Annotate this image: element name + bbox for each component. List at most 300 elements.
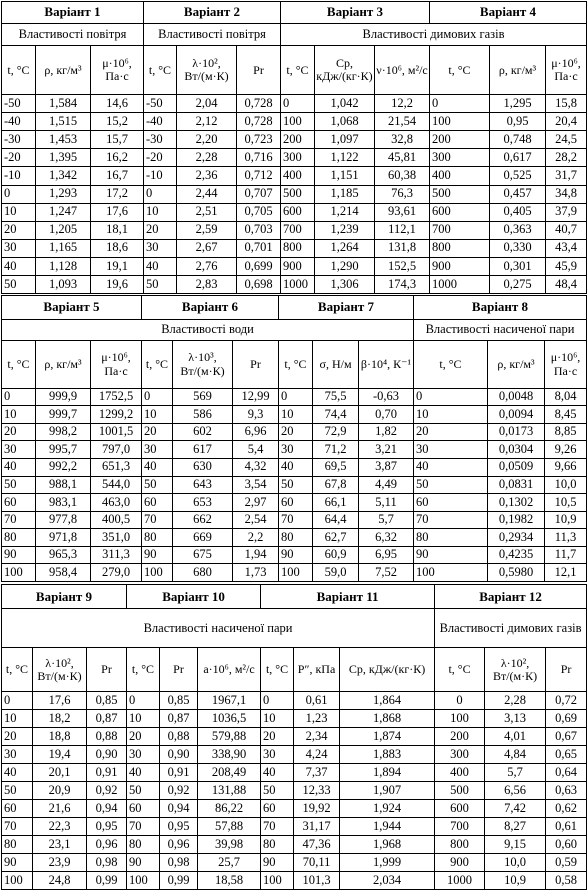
column-header: Pr [87,648,127,692]
table-cell: 1,165 [36,239,91,257]
table-cell: 20,1 [33,764,87,782]
table-cell: 1,214 [315,203,375,221]
table-cell: 10 [2,710,33,728]
table-cell: 70 [2,511,36,529]
table-cell: 0,88 [87,728,127,746]
table-row [2,257,587,275]
table-cell: 48,4 [546,275,587,293]
table-cell: 1000 [435,871,485,889]
table-row [2,441,587,459]
properties-table-variants-5-8 [1,295,587,582]
table-cell: 0 [2,692,33,710]
table-cell: 15,8 [546,95,587,113]
table-cell: 1,068 [315,113,375,131]
table-cell: 16,7 [91,167,144,185]
table-cell: 0,0173 [488,423,545,441]
table-cell: 500 [430,185,490,203]
table-cell: 100 [127,871,160,889]
table-cell: 3,54 [233,476,279,494]
table-cell: 0,0509 [488,459,545,477]
table-cell: 70 [261,818,294,836]
table-cell: 43,4 [546,239,587,257]
table-cell: 0 [435,692,485,710]
table-cell: 60 [127,800,160,818]
table-cell: 10 [2,203,36,221]
table-cell: 40 [142,459,173,477]
variant-title: Варіант 4 [430,2,587,24]
table-cell: 800 [430,239,490,257]
table-cell: 1,864 [340,692,435,710]
table-cell: 0,0094 [488,406,545,424]
table-cell: 900 [430,257,490,275]
table-cell: 22,3 [33,818,87,836]
table-cell: 72,9 [313,423,359,441]
table-cell: 700 [435,818,485,836]
table-cell: 131,8 [375,239,430,257]
table-cell: 1,999 [340,853,435,871]
table-cell: -40 [144,113,177,131]
table-cell: 4,01 [485,728,546,746]
table-cell: 5,7 [359,511,414,529]
table-cell: 15,2 [91,113,144,131]
table-cell: 669 [173,529,233,547]
table-cell: 995,7 [36,441,91,459]
table-cell: 4,24 [294,746,340,764]
table-cell: 0,748 [490,131,546,149]
table-cell: 2,44 [177,185,237,203]
variant-header-row [2,2,587,24]
table-cell: 600 [435,800,485,818]
table-cell: 18,8 [33,728,87,746]
table-row [2,728,587,746]
table-cell: 400 [430,167,490,185]
table-cell: 0 [281,95,315,113]
table-body [2,95,587,294]
table-cell: 1,515 [36,113,91,131]
table-cell: 0,98 [87,853,127,871]
table-cell: 1,295 [490,95,546,113]
table-cell: 12,33 [294,782,340,800]
table-cell: 1,94 [233,546,279,564]
column-header: a·10⁶, м²/с [198,648,261,692]
table-cell: 34,8 [546,185,587,203]
table-cell: 3,13 [485,710,546,728]
table-cell: 50 [142,476,173,494]
table-cell: 112,1 [375,221,430,239]
table-cell: 8,45 [545,406,587,424]
table-cell: 0,94 [160,800,198,818]
group-header-row [2,609,587,648]
table-cell: 69,5 [313,459,359,477]
table-cell: 7,37 [294,764,340,782]
column-header: μ·10⁶, Па·с [91,46,144,95]
table-cell: 2,76 [177,257,237,275]
column-header: Cp, кДж/(кг·К) [315,46,375,95]
table-cell: 40,7 [546,221,587,239]
table-cell: 900 [435,853,485,871]
table-row [2,221,587,239]
table-cell: 80 [142,529,173,547]
table-cell: 19,4 [33,746,87,764]
table-cell: 1,042 [315,95,375,113]
table-cell: 0,95 [160,818,198,836]
group-header-row [2,319,587,340]
column-header: t, °C [281,46,315,95]
table-cell: 30 [144,239,177,257]
table-cell: 11,3 [545,529,587,547]
table-cell: 0,330 [490,239,546,257]
table-cell: 0,92 [160,782,198,800]
table-row [2,149,587,167]
table-cell: 1,907 [340,782,435,800]
table-cell: 100 [430,113,490,131]
table-cell: 1,185 [315,185,375,203]
table-cell: 0,87 [87,710,127,728]
table-cell: 311,3 [91,546,142,564]
table-cell: 579,88 [198,728,261,746]
group-title: Властивості насиченої пари [414,319,587,340]
variant-title: Варіант 7 [279,296,414,320]
table-cell: 0,64 [546,764,587,782]
table-cell: 10 [2,406,36,424]
table-cell: 5,4 [233,441,279,459]
table-cell: 24,5 [546,131,587,149]
table-cell: 2,12 [177,113,237,131]
table-cell: 67,8 [313,476,359,494]
variant-title: Варіант 10 [127,585,261,609]
table-cell: 0,99 [160,871,198,889]
table-cell: 6,56 [485,782,546,800]
table-cell: 45,9 [546,257,587,275]
table-row [2,818,587,836]
table-cell: 653 [173,494,233,512]
table-cell: 57,88 [198,818,261,836]
variant-title: Варіант 12 [435,585,587,609]
table-cell: 0,91 [160,764,198,782]
table-cell: 0,0304 [488,441,545,459]
table-cell: 1,264 [315,239,375,257]
table-cell: 1,584 [36,95,91,113]
table-cell: 1000 [281,275,315,293]
table-row [2,564,587,582]
table-cell: 2,34 [294,728,340,746]
table-cell: 1,290 [315,257,375,275]
table-cell: 0,70 [359,406,414,424]
table-cell: -20 [144,149,177,167]
table-cell: 9,3 [233,406,279,424]
table-cell: 66,1 [313,494,359,512]
table-cell: 2,2 [233,529,279,547]
table-cell: 0,716 [237,149,281,167]
table-cell: 60,38 [375,167,430,185]
table-cell: 60,9 [313,546,359,564]
table-cell: 76,3 [375,185,430,203]
table-cell: 30 [142,441,173,459]
table-cell: 544,0 [91,476,142,494]
table-cell: 131,88 [198,782,261,800]
table-cell: 20 [142,423,173,441]
table-cell: 2,28 [177,149,237,167]
table-cell: 39,98 [198,836,261,854]
table-cell: 15,7 [91,131,144,149]
table-cell: 101,3 [294,871,340,889]
table-cell: 977,8 [36,511,91,529]
table-cell: 45,81 [375,149,430,167]
table-cell: 662 [173,511,233,529]
column-header: P″, кПа [294,648,340,692]
table-cell: 0,5980 [488,564,545,582]
table-cell: 71,2 [313,441,359,459]
table-cell: 1,247 [36,203,91,221]
table-cell: 1,23 [294,710,340,728]
table-cell: 9,15 [485,836,546,854]
column-header: Pr [233,341,279,389]
table-row [2,113,587,131]
column-header: t, °C [142,341,173,389]
table-cell: 1,239 [315,221,375,239]
table-cell: 300 [281,149,315,167]
group-title: Властивості димових газів [281,24,587,46]
table-cell: 1,868 [340,710,435,728]
table-row [2,406,587,424]
variant-title: Варіант 11 [261,585,435,609]
table-cell: 152,5 [375,257,430,275]
table-cell: 11,7 [545,546,587,564]
table-cell: 100 [281,113,315,131]
table-cell: 0,95 [490,113,546,131]
table-row [2,167,587,185]
table-cell: 0 [279,388,313,406]
table-cell: 10,0 [485,853,546,871]
table-cell: 6,96 [233,423,279,441]
table-cell: 0,61 [546,818,587,836]
table-cell: 2,97 [233,494,279,512]
table-cell: 40 [279,459,313,477]
table-cell: 600 [281,203,315,221]
table-cell: 75,5 [313,388,359,406]
table-cell: 24,8 [33,871,87,889]
table-cell: 70 [127,818,160,836]
table-cell: 0,1982 [488,511,545,529]
table-cell: 70 [142,511,173,529]
column-header: λ·10², Вт/(м·К) [485,648,546,692]
table-row [2,546,587,564]
column-header: μ·10⁶, Па·с [545,341,587,389]
table-cell: 983,1 [36,494,91,512]
table-cell: 50 [2,275,36,293]
group-header-row [2,24,587,46]
column-header: Pr [546,648,587,692]
table-cell: 0,703 [237,221,281,239]
table-row [2,476,587,494]
table-cell: 64,4 [313,511,359,529]
table-cell: 1,453 [36,131,91,149]
table-cell: 600 [430,203,490,221]
table-cell: 5,7 [485,764,546,782]
table-cell: 9,66 [545,459,587,477]
column-header: ρ, кг/м³ [488,341,545,389]
column-header: λ·10², Вт/(м·К) [177,46,237,95]
table-cell: 675 [173,546,233,564]
table-cell: 1,924 [340,800,435,818]
table-cell: 19,1 [91,257,144,275]
table-cell: 2,034 [340,871,435,889]
table-cell: 1,306 [315,275,375,293]
column-header-row [2,341,587,389]
table-cell: 100 [414,564,488,582]
table-cell: 18,2 [33,710,87,728]
table-cell: 40 [2,257,36,275]
table-cell: 50 [279,476,313,494]
table-cell: 500 [435,782,485,800]
properties-table-variants-9-12 [1,584,587,890]
column-header: t, °C [430,46,490,95]
table-cell: 8,85 [545,423,587,441]
table-cell: 463,0 [91,494,142,512]
table-cell: 8,04 [545,388,587,406]
table-row [2,388,587,406]
table-row [2,710,587,728]
table-cell: 60 [2,494,36,512]
table-cell: -0,63 [359,388,414,406]
table-cell: 10,5 [545,494,587,512]
table-cell: 100 [2,871,33,889]
table-row [2,746,587,764]
table-cell: -30 [144,131,177,149]
table-cell: -20 [2,149,36,167]
table-cell: 569 [173,388,233,406]
table-cell: 1,097 [315,131,375,149]
table-row [2,203,587,221]
table-cell: 90 [414,546,488,564]
column-header-row [2,46,587,95]
table-cell: 0,0831 [488,476,545,494]
table-cell: 2,04 [177,95,237,113]
table-cell: 680 [173,564,233,582]
table-cell: 80 [2,529,36,547]
table-cell: 0,701 [237,239,281,257]
table-cell: 60 [2,800,33,818]
column-header: t, °C [414,341,488,389]
table-cell: 0,707 [237,185,281,203]
table-cell: 0,59 [546,853,587,871]
table-cell: 1000 [430,275,490,293]
column-header: t, °C [435,648,485,692]
table-cell: 0,705 [237,203,281,221]
table-cell: 12,99 [233,388,279,406]
table-cell: 0 [414,388,488,406]
table-cell: 1752,5 [91,388,142,406]
table-cell: -50 [2,95,36,113]
table-body [2,692,587,890]
table-cell: 23,1 [33,836,87,854]
table-row [2,871,587,889]
table-cell: 400 [435,764,485,782]
table-cell: 0,90 [87,746,127,764]
table-cell: 30 [2,239,36,257]
table-cell: 7,42 [485,800,546,818]
variant-header-row [2,296,587,320]
table-cell: 21,54 [375,113,430,131]
table-cell: 174,3 [375,275,430,293]
table-cell: 3,87 [359,459,414,477]
column-header: μ·10⁶, Па·с [546,46,587,95]
table-cell: 617 [173,441,233,459]
table-cell: 18,58 [198,871,261,889]
table-cell: 20 [2,728,33,746]
table-cell: 19,92 [294,800,340,818]
table-row [2,275,587,293]
table-cell: 20 [2,423,36,441]
column-header: σ, Н/м [313,341,359,389]
column-header: β·10⁴, К⁻¹ [359,341,414,389]
table-cell: 18,6 [91,239,144,257]
table-cell: -10 [2,167,36,185]
column-header: λ·10², Вт/(м·К) [33,648,87,692]
table-cell: 20 [144,221,177,239]
table-cell: 70 [2,818,33,836]
table-cell: 1,205 [36,221,91,239]
table-cell: 60 [279,494,313,512]
table-cell: 0,58 [546,871,587,889]
table-cell: 80 [279,529,313,547]
table-cell: 200 [435,728,485,746]
table-cell: 19,6 [91,275,144,293]
table-cell: 4,49 [359,476,414,494]
variant-title: Варіант 1 [2,2,144,24]
table-cell: 90 [2,546,36,564]
table-cell: 90 [142,546,173,564]
table-cell: 40 [2,459,36,477]
table-cell: 100 [261,871,294,889]
table-cell: 999,7 [36,406,91,424]
table-cell: 1,968 [340,836,435,854]
table-cell: 1,883 [340,746,435,764]
group-title: Властивості насиченої пари [2,609,435,648]
table-cell: 279,0 [91,564,142,582]
table-cell: 0,92 [87,782,127,800]
table-cell: 30 [127,746,160,764]
variant-title: Варіант 3 [281,2,430,24]
table-cell: 20 [279,423,313,441]
table-cell: 700 [281,221,315,239]
table-cell: 0,405 [490,203,546,221]
table-cell: 0,4235 [488,546,545,564]
table-cell: 1,128 [36,257,91,275]
table-cell: 0,617 [490,149,546,167]
table-row [2,764,587,782]
table-cell: 971,8 [36,529,91,547]
table-row [2,459,587,477]
table-cell: 0,1302 [488,494,545,512]
table-cell: 643 [173,476,233,494]
table-cell: 1299,2 [91,406,142,424]
table-cell: 0 [142,388,173,406]
table-cell: 0,65 [546,746,587,764]
table-cell: 4,84 [485,746,546,764]
group-title: Властивості повітря [144,24,281,46]
column-header: μ·10⁶, Па·с [91,341,142,389]
table-cell: 0,67 [546,728,587,746]
table-cell: 0,88 [160,728,198,746]
column-header: t, °C [2,648,33,692]
table-cell: 965,3 [36,546,91,564]
properties-table-variants-1-4 [1,1,587,294]
table-cell: 1001,5 [91,423,142,441]
table-cell: 1036,5 [198,710,261,728]
column-header-row [2,648,587,692]
table-row [2,836,587,854]
